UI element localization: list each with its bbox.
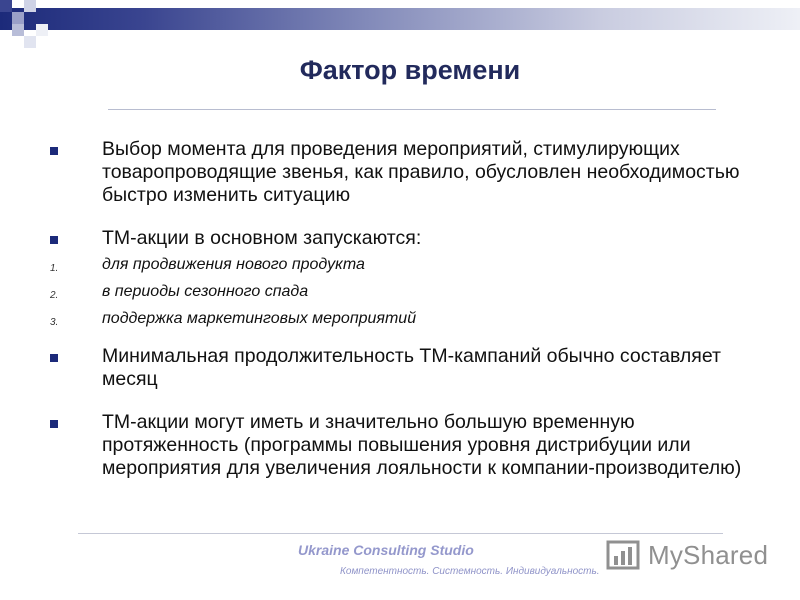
- numbered-text: поддержка маркетинговых мероприятий: [102, 310, 417, 327]
- decor-square: [12, 12, 24, 24]
- decor-square: [24, 0, 36, 12]
- bar-chart-icon: [606, 538, 642, 572]
- bullet-item: [48, 411, 768, 480]
- bullet-text: Минимальная продолжительность ТМ-кампаний обычно составляет месяц: [102, 345, 721, 390]
- decor-square: [36, 24, 48, 36]
- footer-divider: [78, 533, 723, 534]
- bullet-item: [48, 345, 768, 391]
- top-decorative-band: [0, 8, 800, 30]
- footer-company: Ukraine Consulting Studio: [298, 542, 474, 558]
- numbered-item: [48, 282, 768, 302]
- decor-square: [0, 0, 12, 12]
- decor-square: [12, 24, 24, 36]
- square-bullet-icon: [50, 236, 58, 244]
- bullet-item: [48, 227, 768, 250]
- square-bullet-icon: [50, 354, 58, 362]
- bullet-text: Выбор момента для проведения мероприятий, стимулирующих товаропроводящие звенья, как правило, обусловлен необходимостью быстро изменить ситуацию: [102, 138, 740, 206]
- title-divider: [108, 109, 716, 110]
- numbered-text: в периоды сезонного спада: [102, 283, 309, 300]
- watermark-text: MyShared: [648, 539, 769, 570]
- slide-title: Фактор времени: [299, 55, 521, 85]
- bullet-text: ТМ-акции в основном запускаются:: [102, 227, 422, 249]
- numbered-text: для продвижения нового продукта: [102, 256, 365, 273]
- bullet-item: [48, 138, 768, 207]
- numbered-item: [48, 309, 768, 329]
- footer-tagline: Компетентность. Системность. Индивидуальность.: [340, 566, 600, 577]
- square-bullet-icon: [50, 420, 58, 428]
- decor-square: [24, 36, 36, 48]
- item-number: 3.: [50, 317, 59, 328]
- bullet-text: ТМ-акции могут иметь и значительно большую временную протяженность (программы повышения уровня дистрибуции или мероприятия для увеличения лояльности к компании-производителю): [102, 411, 742, 479]
- item-number: 1.: [50, 263, 59, 274]
- square-bullet-icon: [50, 147, 58, 155]
- item-number: 2.: [50, 290, 59, 301]
- watermark: [606, 536, 768, 574]
- slide-content: [48, 138, 768, 480]
- numbered-item: [48, 255, 768, 275]
